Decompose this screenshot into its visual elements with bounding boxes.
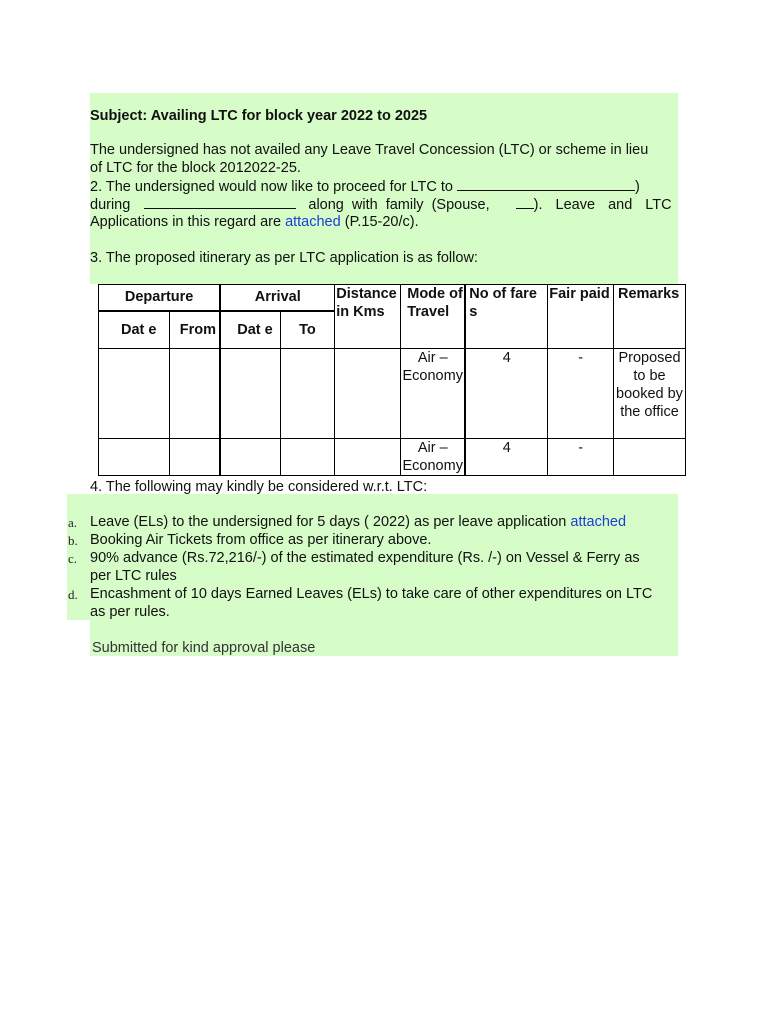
subject-line: Subject: Availing LTC for block year 2022 to 2025 [90,108,428,124]
itinerary-table [98,284,686,476]
cell-mode: Air – Economy [401,349,465,439]
cell-from [169,349,220,439]
list-item-a-link[interactable]: attached [570,514,627,530]
closing-line: Submitted for kind approval please [92,640,316,656]
list-item-a-text: Leave (ELs) to the undersigned for 5 days ( 2022) as per leave application [90,514,567,530]
header-arrival: Arrival [220,285,335,311]
header-departure: Departure [99,285,221,311]
cell-fares: 4 [465,349,548,439]
list-item-a [90,513,626,531]
para1-line2: of LTC for the block 2012022-25. [90,160,301,176]
list-marker-d: d. [68,587,78,602]
list-item-d-line1: Encashment of 10 days Earned Leaves (ELs) to take care of other expenditures on LTC [90,586,653,602]
list-item-c-line1: 90% advance (Rs.72,216/-) of the estimated expenditure (Rs. /-) on Vessel & Ferry as [90,550,640,566]
cell-mode: Air – Economy [401,439,465,476]
table-row [99,439,686,476]
cell-fair-paid: - [548,349,614,439]
para2-line2 [90,195,678,214]
para2-line1-end: ) [635,179,640,195]
attached-link[interactable]: attached [285,214,341,230]
header-arr-date: Dat e [220,311,280,349]
list-item-d-line2: as per rules. [90,604,170,620]
header-dep-from: From [169,311,220,349]
cell-to [280,439,335,476]
list-item-b: Booking Air Tickets from office as per itinerary above. [90,532,432,548]
para3: 3. The proposed itinerary as per LTC application is as follow: [90,250,478,266]
header-mode: Mode of Travel [401,285,465,349]
header-fair-paid: Fair paid [548,285,614,349]
para2-line1-start: 2. The undersigned would now like to proceed for LTC to [90,179,453,195]
cell-to [280,349,335,439]
para2-line2-mid: along with family (Spouse, [308,197,490,213]
header-arr-to: To [280,311,335,349]
cell-dep-date [99,439,170,476]
para2-line3-start: Applications in this regard are [90,214,282,230]
para4: 4. The following may kindly be considered w.r.t. LTC: [90,479,428,495]
family-blank[interactable] [516,195,534,209]
period-blank[interactable] [144,195,296,209]
para2-line3-end: (P.15-20/c). [344,214,419,230]
cell-from [169,439,220,476]
list-marker-c: c. [68,551,78,566]
list-marker-a: a. [68,515,78,530]
header-fares: No of fare s [465,285,548,349]
header-remarks: Remarks [613,285,685,349]
para2-line1 [90,177,678,196]
list-item-c-line2: per LTC rules [90,568,177,584]
cell-distance [335,349,401,439]
para2-line2-end: ). Leave and LTC [533,197,672,213]
cell-arr-date [220,439,280,476]
cell-dep-date [99,349,170,439]
header-dep-date: Dat e [99,311,170,349]
cell-remarks: Proposed to be booked by the office [613,349,685,439]
cell-fares: 4 [465,439,548,476]
cell-distance [335,439,401,476]
header-distance: Distance in Kms [335,285,401,349]
para1-line1: The undersigned has not availed any Leave Travel Concession (LTC) or scheme in lieu [90,142,649,158]
table-row [99,349,686,439]
cell-fair-paid: - [548,439,614,476]
para2-line3 [90,213,419,231]
list-marker-b: b. [68,533,78,548]
cell-arr-date [220,349,280,439]
destination-blank[interactable] [457,177,635,191]
cell-remarks [613,439,685,476]
para2-line2-start: during [90,197,131,213]
